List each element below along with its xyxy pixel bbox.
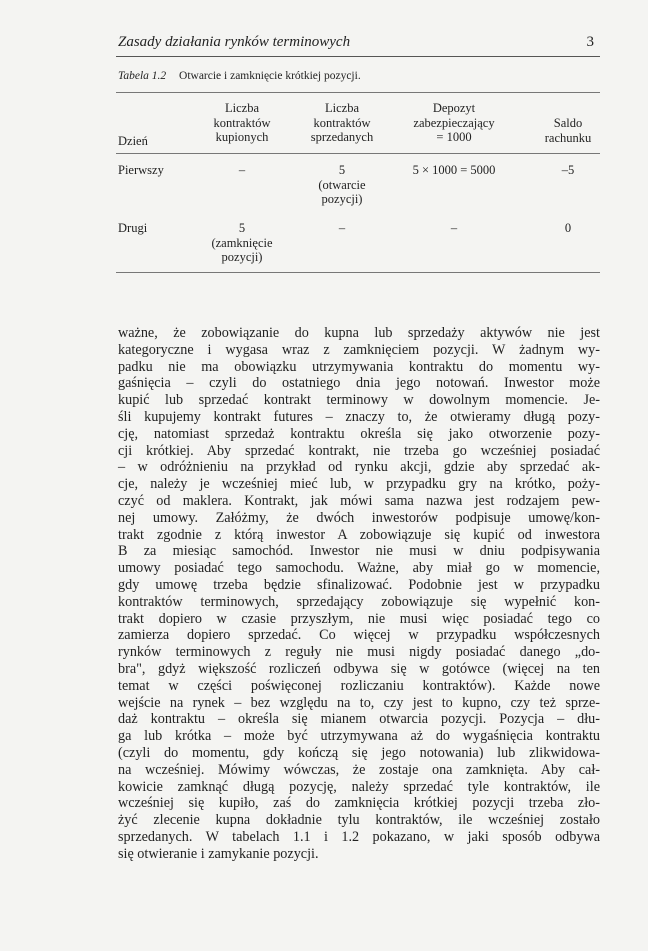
- text-line: padku nie ma obowiązku utrzymywania kontraktu do momentu wy-: [118, 358, 600, 375]
- col-header-line: rachunku: [544, 130, 592, 145]
- cell-row2-balance: 0: [564, 221, 572, 235]
- text-line: daż kontraktu – określa się mianem otwarcia pozycji. Pozycja – dłu-: [118, 711, 600, 728]
- text-line: kupić lub sprzedać kontrakt terminowy w dowolnym momencie. Je-: [118, 392, 600, 409]
- text-line: zamierza dopiero sprzedać. Co więcej w przypadku współczesnych: [118, 627, 600, 644]
- text-line: wcześniej się kupiło, zaś do zamknięcia krótkiej pozycji trzeba zło-: [118, 795, 600, 812]
- text-line: – w odróżnieniu na przykład od rynku akcji, gdzie aby sprzedać ak-: [118, 459, 600, 476]
- text-line: gaśnięcia – czyli do ostatniego dnia jego notowań. Inwestor może: [118, 375, 600, 392]
- text-line: sprzedanych. W tabelach 1.1 i 1.2 pokazano, w jaki sposób odbywa: [118, 828, 600, 845]
- chapter-title: Zasady działania rynków terminowych: [118, 34, 351, 50]
- col-header-line: kupionych: [215, 130, 269, 144]
- text-line: rynków terminowych z reguły nie musi nigdy posiadać danego „do-: [118, 644, 600, 661]
- col-header-line: = 1000: [436, 130, 472, 144]
- table-bottom-rule: [116, 272, 600, 273]
- text-line: B za miesiąc samochód. Inwestor nie musi w dniu podpisywania: [118, 543, 600, 560]
- cell-row2-day: Drugi: [118, 221, 148, 235]
- col-header-sold: [290, 101, 394, 145]
- col-header-line: Liczba: [324, 101, 359, 115]
- text-line: śli kupujemy kontrakt futures – znaczy to, że otwieramy długą pozy-: [118, 408, 600, 425]
- text-line: ga lub krótka – może być utrzymywana aż do wygaśnięcia kontraktu: [118, 728, 600, 745]
- text-line: gdy umowę trzeba będzie sfinalizować. Podobnie jest w przypadku: [118, 576, 600, 593]
- text-line: umowy posiadać tego samochodu. Ważne, aby miał go w momencie,: [118, 560, 600, 577]
- text-line: bra", gdyż większość rozliczeń odbywa się w gotówce (więcej na ten: [118, 660, 600, 677]
- cell-line: pozycji): [321, 192, 363, 206]
- body-paragraph: [118, 325, 600, 863]
- text-line: (czyli do momentu, gdy kończą się jego notowania) lub zlikwidowa-: [118, 744, 600, 761]
- text-line: żyć zlecenie kupna dokładnie tylu kontraktów, ile wcześniej zostało: [118, 812, 600, 829]
- text-line: na wcześniej. Mówimy wówczas, że zostaje ona zamknięta. Aby cał-: [118, 761, 600, 778]
- col-header-day: [118, 134, 148, 149]
- text-line: czyć od maklera. Kontrakt, jak mówi sama nazwa jest rodzajem pew-: [118, 492, 600, 509]
- cell-row1-bought: [192, 163, 292, 178]
- text-line: cje, należy je wcześniej mieć lub, w przypadku gry na krótko, poży-: [118, 476, 600, 493]
- col-header-line: kontraktów: [213, 115, 271, 130]
- cell-line: 5: [238, 221, 246, 235]
- table-top-rule: [116, 92, 600, 93]
- text-line: nej umowy. Załóżmy, że dwóch inwestorów podpisuje umowę/kon-: [118, 509, 600, 526]
- cell-row1-margin: 5 × 1000 = 5000: [412, 163, 496, 177]
- text-line: cję, natomiast sprzedaż kontraktu określa się jako otworzenie pozy-: [118, 425, 600, 442]
- cell-row2-bought: [192, 221, 292, 265]
- text-line: kategoryczne i wygasa wraz z zamknięciem pozycji. W żadnym wy-: [118, 341, 600, 358]
- cell-row1-day: Pierwszy: [118, 163, 164, 177]
- table-label: Tabela 1.2: [118, 70, 167, 82]
- table-header-rule: [116, 153, 600, 154]
- cell-line: –: [238, 163, 246, 177]
- cell-line: (zamknięcie: [211, 235, 273, 250]
- col-header-margin: [392, 101, 516, 145]
- text-line: cji krótkiej. Aby sprzedać kontrakt, nie trzeba go wcześniej posiadać: [118, 442, 600, 459]
- page-number: 3: [586, 34, 594, 50]
- cell-row2-sold: [290, 221, 394, 236]
- text-line: się otwieranie i zamykanie pozycji.: [118, 845, 319, 862]
- text-line: trakt dopiero w czasie przyszłym, nie musi więc posiadać tego co: [118, 610, 600, 627]
- table-caption-text: Otwarcie i zamknięcie krótkiej pozycji.: [179, 70, 361, 82]
- text-line: trakt zgodnie z którą inwestor A zobowiązuje się kupić od inwestora: [118, 526, 600, 543]
- cell-line: –: [338, 221, 346, 235]
- col-header-line: Depozyt: [432, 101, 476, 115]
- cell-row2-margin: –: [450, 221, 458, 235]
- text-line: wejście na rynek – bez względu na to, czy jest to kupno, czy też sprze-: [118, 694, 600, 711]
- text-line: temat w części poświęconej rozliczaniu kontraktów). Każde nowe: [118, 677, 600, 694]
- col-header-line: Liczba: [224, 101, 259, 115]
- header-rule: [116, 56, 600, 57]
- text-line: ważne, że zobowiązanie do kupna lub sprzedaży aktywów nie jest: [118, 325, 600, 341]
- text-line: kontraktów terminowych, sprzedający zobowiązuje się wypełnić kon-: [118, 593, 600, 610]
- col-header-line: zabezpieczający: [413, 115, 495, 130]
- col-header-day-line: Dzień: [118, 134, 148, 148]
- text-line: kowicie zamknąć długą pozycję, należy sprzedać tyle kontraktów, ile: [118, 778, 600, 795]
- col-header-balance: [528, 116, 608, 145]
- col-header-line: kontraktów: [313, 115, 371, 130]
- cell-row1-balance: –5: [561, 163, 575, 177]
- table-caption: [118, 70, 361, 82]
- running-head: [118, 34, 600, 51]
- col-header-bought: [192, 101, 292, 145]
- col-header-line: Saldo: [553, 116, 583, 130]
- col-header-line: sprzedanych: [310, 130, 374, 144]
- cell-line: 5: [338, 163, 346, 177]
- cell-line: (otwarcie: [318, 177, 366, 192]
- cell-row1-sold: [290, 163, 394, 207]
- cell-line: pozycji): [221, 250, 263, 264]
